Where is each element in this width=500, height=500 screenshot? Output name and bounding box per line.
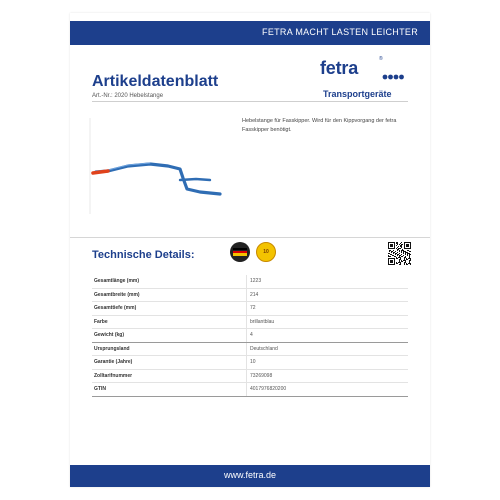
spec-row <box>92 370 408 384</box>
footer-banner <box>70 465 430 487</box>
spec-value: Deutschland <box>250 345 278 352</box>
technical-details-heading: Technische Details: <box>92 249 195 261</box>
product-description: Hebelstange für Fasskipper. Wird für den Kippvorgang der fetra Fasskipper benötigt. <box>242 118 397 133</box>
section-divider <box>70 237 430 238</box>
spec-label: Gesamtbreite (mm) <box>94 291 140 298</box>
spec-value: brillantblau <box>250 318 275 325</box>
fetra-logo <box>320 58 410 104</box>
spec-value: 4 <box>250 332 253 338</box>
spec-value: 10 <box>250 359 256 365</box>
header-slogan: FETRA MACHT LASTEN LEICHTER <box>262 27 418 37</box>
spec-label: Gesamtlänge (mm) <box>94 278 140 284</box>
spec-label: Garantie (Jahre) <box>94 359 133 365</box>
spec-column-divider <box>246 316 247 329</box>
page-title: Artikeldatenblatt <box>92 73 219 90</box>
logo-wordmark: fetra <box>320 58 359 78</box>
logo-dots-icon <box>382 74 404 80</box>
spec-row <box>92 289 408 303</box>
lever-bar-product-image <box>88 116 226 216</box>
warranty-seal-badge <box>256 242 276 262</box>
spec-value: 4017976820200 <box>250 386 287 392</box>
spec-label: Zolltarifnummer <box>94 372 133 379</box>
spec-label: Gewicht (kg) <box>94 332 125 338</box>
warranty-seal-text: 10 <box>263 249 269 255</box>
spec-value: 214 <box>250 291 259 298</box>
spec-table <box>92 275 408 397</box>
spec-value: 72 <box>250 305 256 311</box>
spec-column-divider <box>246 370 247 383</box>
spec-row <box>92 383 408 397</box>
spec-value: 1223 <box>250 278 262 284</box>
logo-tagline: Transportgeräte <box>323 89 392 99</box>
spec-column-divider <box>246 383 247 396</box>
made-in-germany-badge <box>230 242 250 262</box>
spec-label: GTIN <box>94 386 106 392</box>
spec-row <box>92 356 408 370</box>
spec-row <box>92 343 408 357</box>
spec-column-divider <box>246 356 247 369</box>
footer-url: www.fetra.de <box>223 470 277 480</box>
article-number: Art.-Nr.: 2020 Hebelstange <box>92 93 164 99</box>
spec-column-divider <box>246 289 247 302</box>
registered-mark: ® <box>379 56 383 62</box>
spec-row <box>92 302 408 316</box>
qr-code-icon <box>388 242 411 265</box>
spec-column-divider <box>246 329 247 342</box>
top-banner <box>70 21 430 45</box>
spec-label: Ursprungsland <box>94 345 130 352</box>
spec-column-divider <box>246 343 247 356</box>
spec-column-divider <box>246 275 247 288</box>
spec-label: Farbe <box>94 318 108 325</box>
spec-label: Gesamttiefe (mm) <box>94 305 137 311</box>
spec-column-divider <box>246 302 247 315</box>
spec-row <box>92 275 408 289</box>
datasheet-page <box>70 13 430 487</box>
spec-row <box>92 329 408 343</box>
spec-row <box>92 316 408 330</box>
spec-value: 73269098 <box>250 372 273 379</box>
